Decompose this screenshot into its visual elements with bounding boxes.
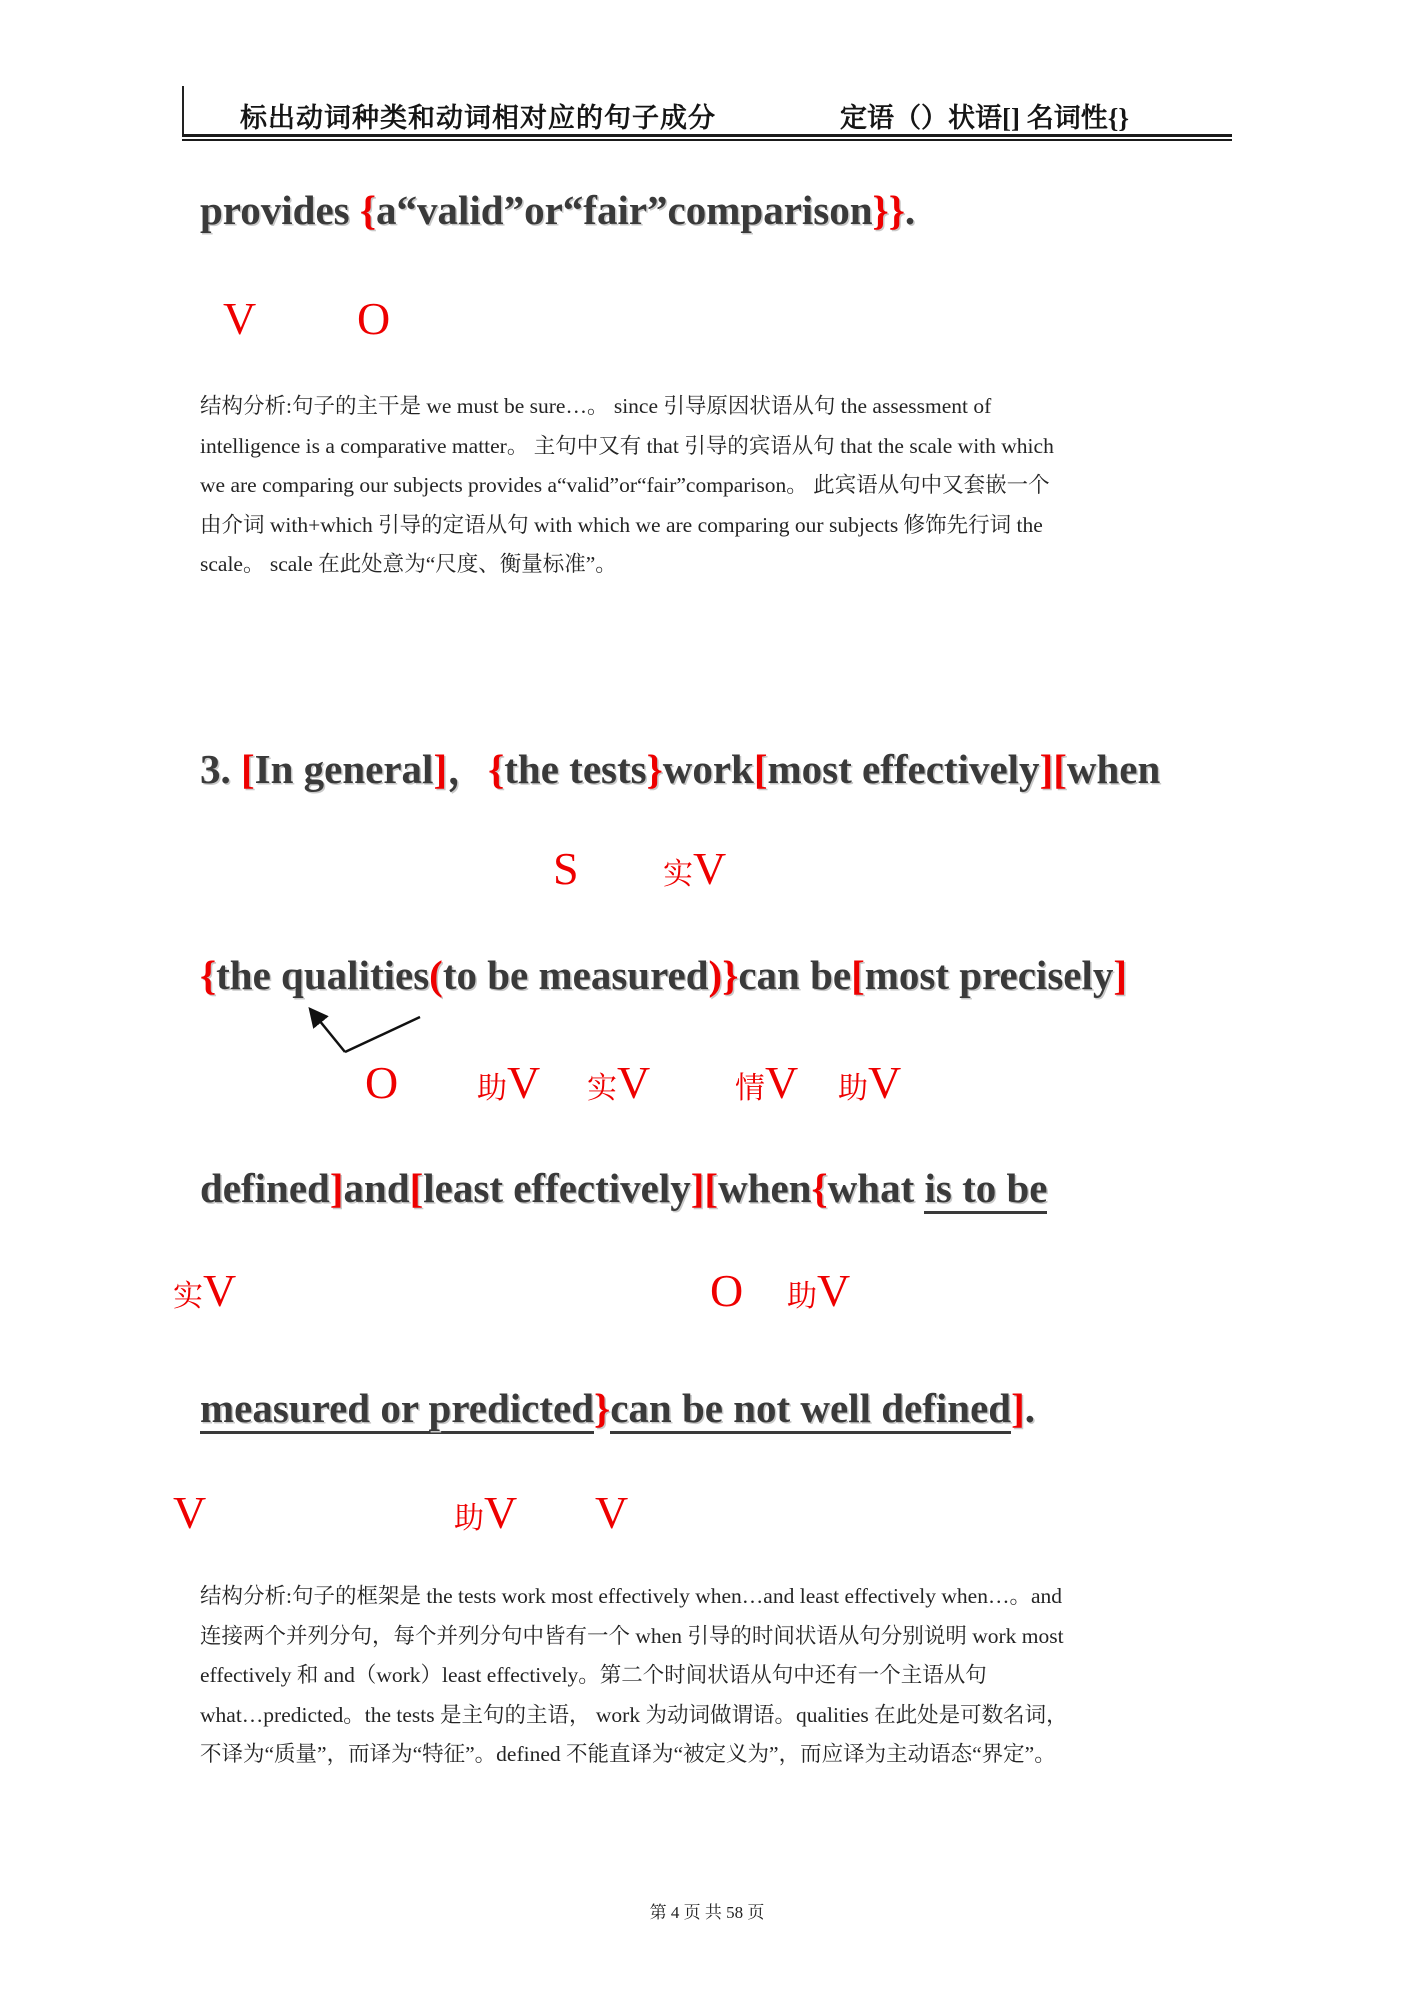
analysis-line: intelligence is a comparative matter。 主句中又有 that 引导的宾语从句 that the scale with which [200,433,1054,458]
sentence-text: provides [200,187,360,233]
analysis-line: 不译为“质量”，而译为“特征”。defined 不能直译为“被定义为”，而应译为主动语态“界定”。 [200,1742,1056,1766]
sentence-text: most effectively [767,746,1040,792]
sentence-text: the qualities [216,952,430,998]
sentence-text: ， [447,746,489,792]
sentence-3-line-2 [200,951,1127,999]
bracket-mark: [ [1053,746,1067,792]
grammar-label: V [595,1487,629,1538]
grammar-label-row-3 [0,1056,1414,1116]
analysis-paragraph-2 [200,1577,1210,1775]
bracket-mark: ] [1011,1385,1025,1431]
grammar-label-row-1 [0,292,1414,352]
bracket-mark: ] [1039,746,1054,792]
sentence-text: work [662,746,754,792]
grammar-label-row-2 [0,842,1414,902]
grammar-label: 实V [663,843,727,894]
header-left-tick [182,86,184,137]
bracket-mark: [ [753,746,768,792]
sentence-text: most precisely [864,952,1114,998]
bracket-mark: ( [429,952,443,998]
analysis-line: 结构分析:句子的主干是 we must be sure…。 since 引导原因状语从句 the assessment of [200,394,992,418]
bracket-mark: [ [409,1165,424,1211]
grammar-label: 情V [735,1057,799,1108]
sentence-text: what [827,1165,925,1211]
sentence-3-line-4 [200,1384,1035,1432]
grammar-label: 助V [477,1057,541,1108]
grammar-label: O [357,293,391,344]
sentence-2-fragment [200,186,915,234]
header-rule-thick [182,134,1232,137]
grammar-label-row-5 [0,1486,1414,1546]
bracket-mark: [ [704,1165,719,1211]
bracket-mark: { [200,952,217,998]
header-rule-thin [182,139,1232,141]
grammar-label: O [365,1057,399,1108]
analysis-line: 连接两个并列分句，每个并列分句中皆有一个 when 引导的时间状语从句分别说明 work most [200,1623,1064,1648]
bracket-mark: ] [1113,952,1128,998]
grammar-label: O [710,1265,744,1316]
sentence-3-line-1 [200,736,1160,795]
sentence-text: In general [254,746,434,792]
bracket-mark: [ [851,952,865,998]
sentence-text: 3. [200,746,241,792]
bracket-mark: } [646,746,663,792]
analysis-paragraph-1 [200,387,1210,585]
header-left-title: 标出动词种类和动词相对应的句子成分 [240,103,716,133]
sentence-text: measured or predicted [200,1385,594,1434]
sentence-text: when [718,1165,812,1211]
grammar-label: 实V [587,1057,651,1108]
grammar-label: 助V [838,1057,902,1108]
sentence-text: the tests [504,746,647,792]
grammar-label: V [173,1487,207,1538]
sentence-3-line-3 [200,1164,1047,1212]
sentence-text: is to be [924,1165,1047,1214]
sentence-text: can be [738,952,852,998]
page-number-footer: 第 4 页 共 58 页 [649,1903,765,1922]
grammar-label: V [223,293,257,344]
analysis-line: we are comparing our subjects provides a“valid”or“fair”comparison。 此宾语从句中又套嵌一个 [200,473,1050,497]
bracket-mark: ] [329,1165,344,1211]
sentence-text: . [1024,1385,1035,1431]
bracket-mark: ] [433,746,448,792]
analysis-line: 结构分析:句子的框架是 the tests work most effectively when…and least effectively when…。and [200,1584,1063,1608]
sentence-text: to be measured [442,952,709,998]
bracket-mark: { [488,746,505,792]
bracket-mark: ) [708,952,723,998]
analysis-line: what…predicted。the tests 是主句的主语， work 为动词做谓语。qualities 在此处是可数名词， [200,1702,1068,1727]
grammar-label-row-4 [0,1264,1414,1324]
bracket-mark: }} [872,187,905,233]
sentence-text: . [904,187,916,233]
grammar-label: 实V [173,1265,237,1316]
grammar-label: 助V [454,1487,518,1538]
sentence-text: when [1066,746,1161,792]
sentence-text: a“valid”or“fair”comparison [376,187,873,233]
bracket-mark: [ [241,746,255,792]
grammar-label: S [553,843,579,894]
analysis-line: scale。 scale 在此处意为“尺度、衡量标准”。 [200,552,617,576]
bracket-mark: { [811,1165,828,1211]
sentence-text: can be not well defined [610,1385,1011,1434]
grammar-label: 助V [787,1265,851,1316]
sentence-text: and [343,1165,410,1211]
bracket-mark: ] [690,1165,705,1211]
header-right-legend: 定语（）状语[] 名词性{} [840,103,1130,133]
bracket-mark: } [722,952,739,998]
bracket-mark: { [359,187,377,233]
sentence-text: defined [200,1165,330,1211]
analysis-line: 由介词 with+which 引导的定语从句 with which we are comparing our subjects 修饰先行词 the [200,512,1043,537]
analysis-line: effectively 和 and（work）least effectively。第二个时间状语从句中还有一个主语从句 [200,1663,987,1687]
sentence-text: least effectively [423,1165,691,1211]
annotation-arrow [283,997,433,1059]
bracket-mark: } [594,1385,611,1431]
